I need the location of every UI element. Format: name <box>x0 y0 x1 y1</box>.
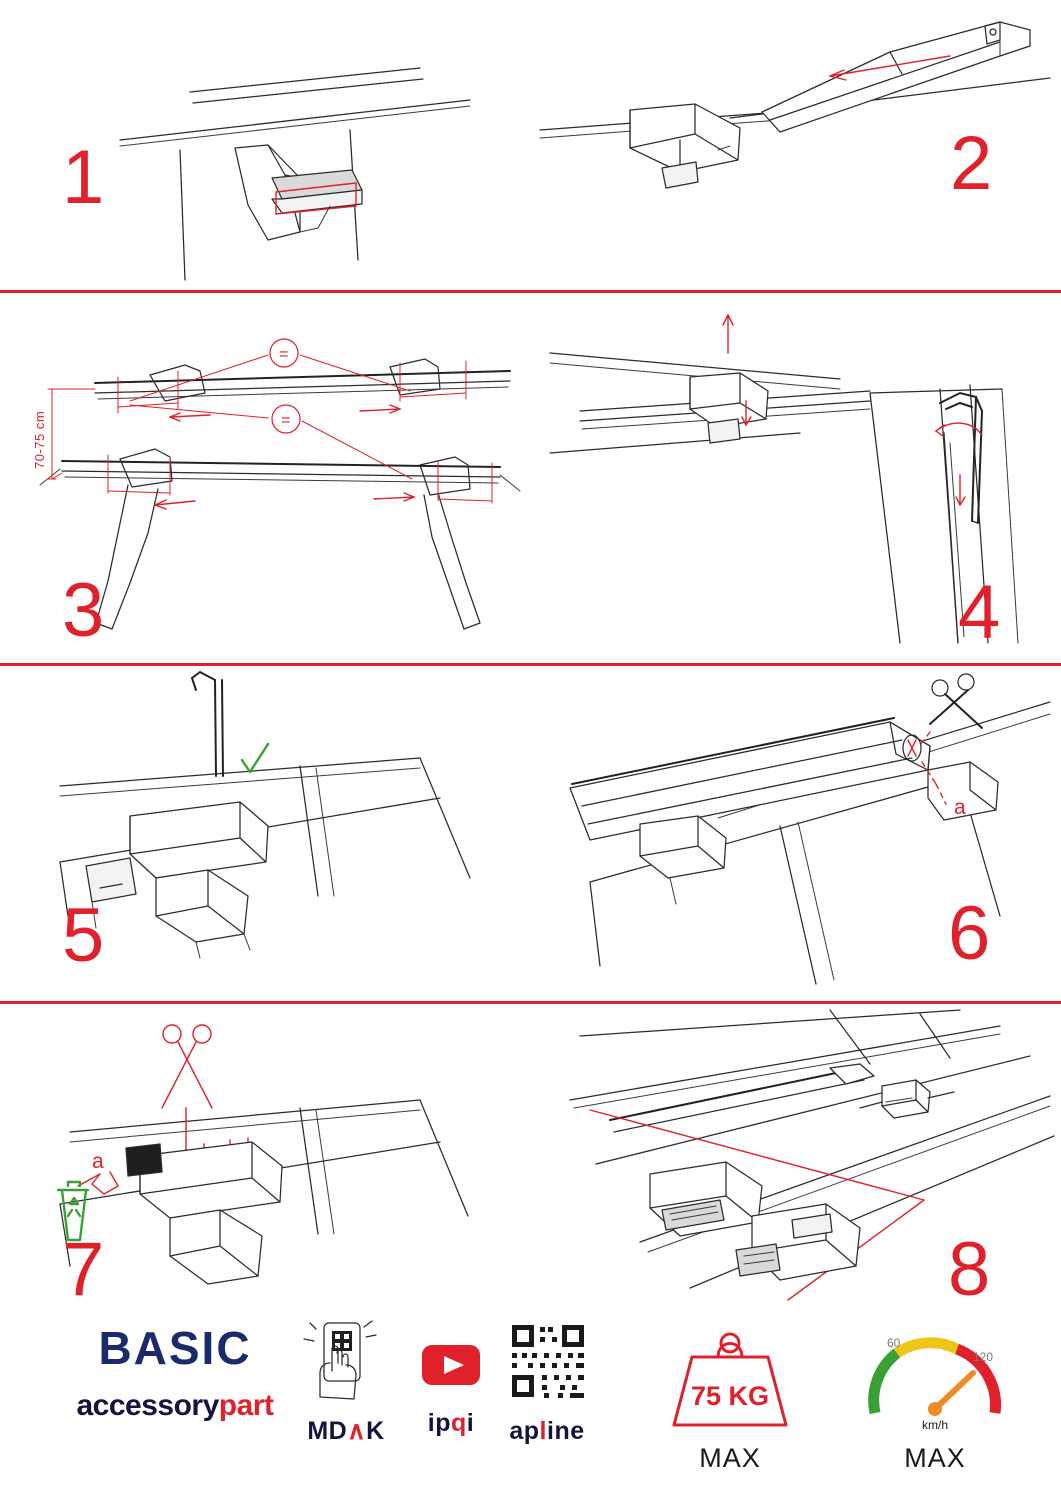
logo-mdak-part3: K <box>366 1417 385 1445</box>
step-number-4: 4 <box>958 570 1000 655</box>
step-number-5: 5 <box>62 893 104 978</box>
brand-accessory-text: accessory <box>76 1389 219 1422</box>
logo-apline-label <box>472 1419 622 1444</box>
label-a-step6: a <box>954 796 966 819</box>
max-load-value: 75 KG <box>690 1381 770 1411</box>
max-speed-block <box>845 1317 1025 1474</box>
speedometer-icon <box>845 1317 1025 1437</box>
footer <box>0 1305 1061 1500</box>
max-speed-label: MAX <box>904 1443 966 1473</box>
brand-part-text: part <box>218 1389 274 1422</box>
logo-apline-part2: l <box>539 1417 547 1445</box>
step-number-8: 8 <box>948 1227 990 1304</box>
logo-mdak-part2: ∧ <box>347 1417 367 1445</box>
step-number-2: 2 <box>950 121 992 206</box>
weight-icon <box>640 1317 820 1437</box>
step-8-panel <box>530 1004 1061 1304</box>
logo-mdak-part1: MD <box>307 1417 348 1445</box>
step-1-panel <box>0 0 530 290</box>
max-load-label: MAX <box>699 1443 761 1473</box>
step-number-7: 7 <box>62 1227 104 1304</box>
step-4-panel <box>540 293 1061 663</box>
speed-unit-label: km/h <box>921 1418 949 1432</box>
logo-ipqi-part1: ip <box>427 1409 451 1437</box>
max-load-block <box>640 1317 820 1474</box>
equal-mark-2: = <box>281 412 291 429</box>
step-number-1: 1 <box>62 135 104 220</box>
brand-basic-label: BASIC <box>98 1322 252 1374</box>
step-7-panel <box>0 1004 530 1304</box>
hand-phone-qr-icon <box>286 1319 406 1405</box>
logo-ipqi-part2: q <box>450 1409 467 1437</box>
step-2-panel <box>530 0 1061 290</box>
logo-apline-part3: ine <box>547 1417 585 1445</box>
logo-apline[interactable] <box>472 1319 622 1444</box>
step-number-3: 3 <box>62 568 104 653</box>
step-number-6: 6 <box>948 891 990 976</box>
dimension-label: 70-75 cm <box>32 410 47 469</box>
label-a-step7: a <box>92 1150 104 1173</box>
logo-ipqi-part3: i <box>466 1409 475 1437</box>
step-3-panel <box>0 293 540 663</box>
equal-mark-1: = <box>279 346 289 363</box>
brand-accessorypart-label <box>60 1391 290 1421</box>
logo-apline-part1: ap <box>509 1417 540 1445</box>
speed-tick-120: 120 <box>973 1350 994 1364</box>
speed-tick-60: 60 <box>887 1336 901 1350</box>
logo-mdak <box>286 1319 406 1444</box>
step-5-panel <box>0 666 530 1001</box>
brand-block <box>60 1322 290 1422</box>
scissors-icon-step7 <box>162 1025 212 1108</box>
step-6-panel <box>530 666 1061 1001</box>
qr-code-icon[interactable] <box>472 1319 622 1405</box>
logo-mdak-label <box>286 1419 406 1444</box>
scissors-icon <box>930 674 982 728</box>
